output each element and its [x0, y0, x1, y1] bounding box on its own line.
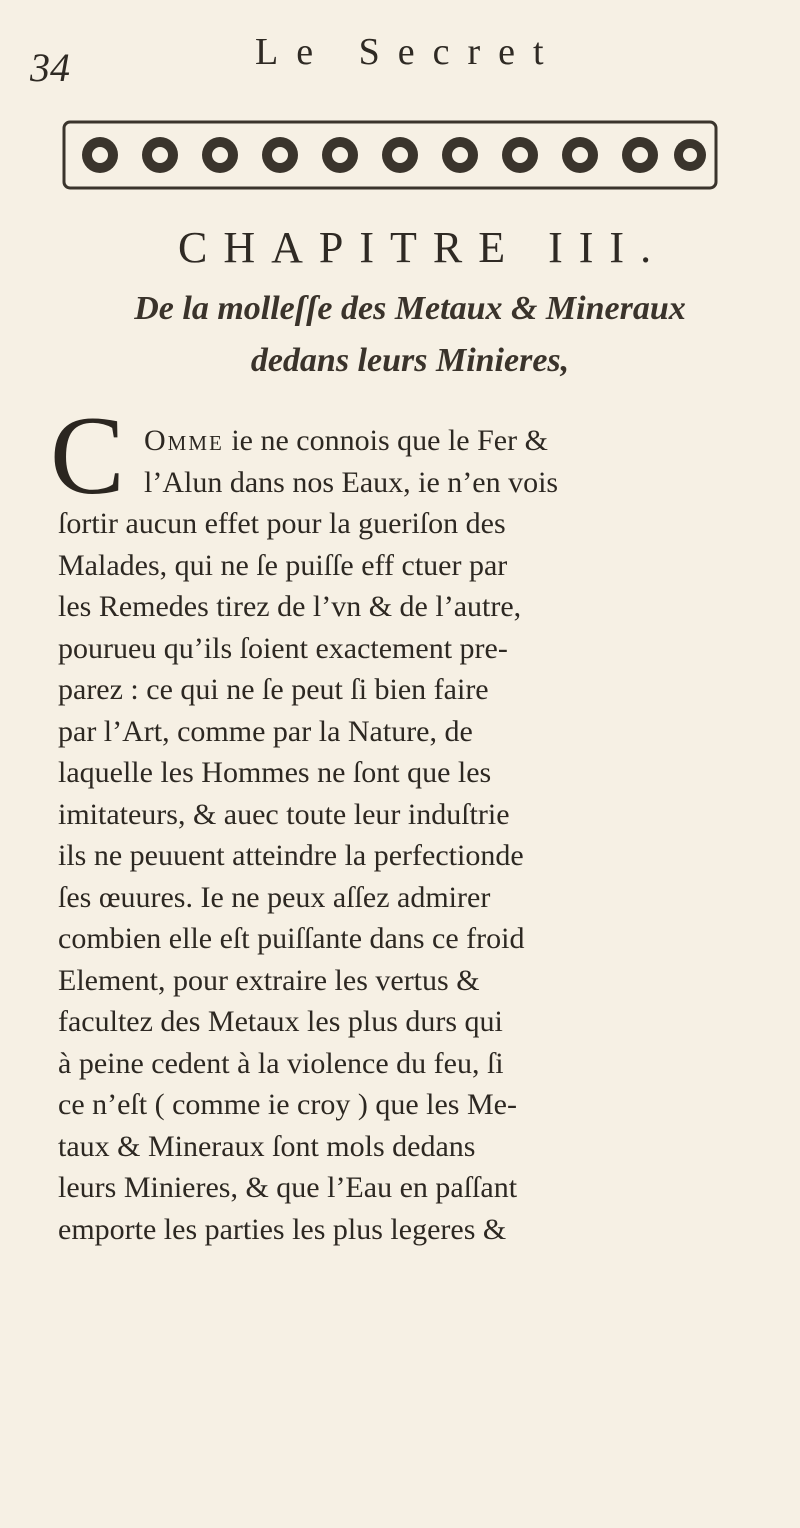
- text-line-12: ſes œuures. Ie ne peux aſſez admirer: [58, 880, 491, 914]
- text-line-14: Element, pour extraire les vertus &: [58, 963, 480, 997]
- text-line-8: par l’Art, comme par la Nature, de: [58, 714, 473, 748]
- text-line-10: imitateurs, & auec toute leur induſtrie: [58, 797, 510, 831]
- text-line-16: à peine cedent à la violence du feu, ſi: [58, 1046, 504, 1080]
- text-line-3: ſortir aucun effet pour la gueriſon des: [58, 507, 506, 540]
- text-line-4: Malades, qui ne ſe puiſſe eff ctuer par: [58, 548, 508, 582]
- chapter-title: CHAPITRE III.: [178, 223, 668, 272]
- text-line-1: [58, 420, 758, 462]
- chapter-subtitle-line2: dedans leurs Minieres,: [250, 342, 570, 379]
- page-number: 34: [30, 45, 70, 90]
- text-line-9: laquelle les Hommes ne ſont que les: [58, 756, 492, 789]
- ornamental-band: [60, 110, 720, 200]
- text-line-11: ils ne peuuent atteindre la perfectionde: [58, 839, 524, 872]
- ornament-graphic: [60, 110, 720, 200]
- text-line-17: ce n’eſt ( comme ie croy ) que les Me-: [58, 1088, 517, 1121]
- text-line-15: facultez des Metaux les plus durs qui: [58, 1005, 503, 1038]
- text-line-2: l’Alun dans nos Eaux, ie n’en vois: [144, 465, 559, 499]
- text-line-13: combien elle eſt puiſſante dans ce froid: [58, 922, 525, 955]
- first-line-rest: ie ne connois que le Fer &: [223, 424, 548, 457]
- first-word: Omme: [144, 424, 224, 457]
- text-line-7: parez : ce qui ne ſe peut ſi bien faire: [58, 673, 489, 706]
- text-line-19: leurs Minieres, & que l’Eau en paſſant: [58, 1171, 518, 1204]
- text-line-5: les Remedes tirez de l’vn & de l’autre,: [58, 590, 522, 623]
- text-line-6: pourueu qu’ils ſoient exactement pre-: [58, 631, 508, 665]
- text-line-20: emporte les parties les plus legeres &: [58, 1212, 507, 1246]
- body-text: [58, 420, 758, 1250]
- text-line-18: taux & Mineraux ſont mols dedans: [58, 1129, 476, 1163]
- chapter-subtitle-line1: De la molleſſe des Metaux & Mineraux: [134, 290, 686, 327]
- running-head: Le Secret: [255, 31, 562, 73]
- drop-cap: C: [50, 394, 125, 518]
